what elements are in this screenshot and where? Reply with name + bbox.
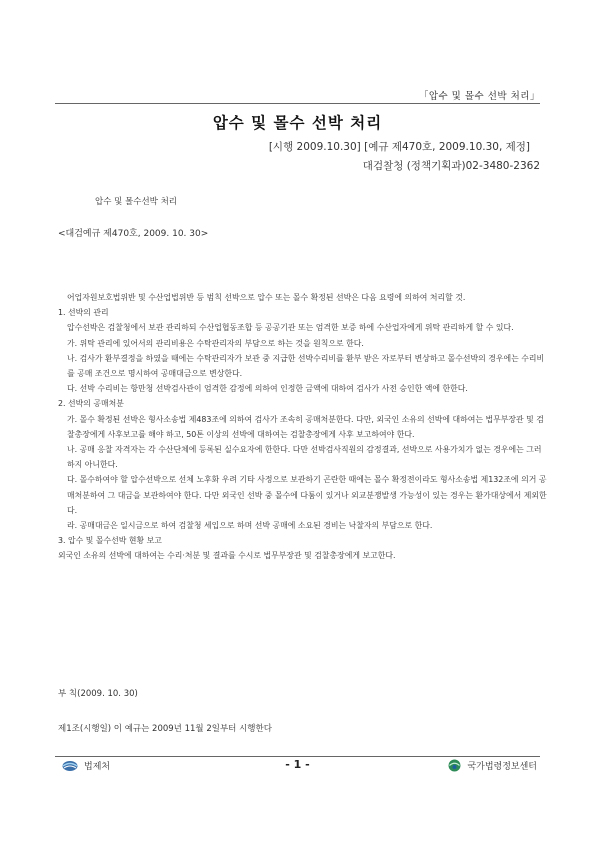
section-2-item-da: 다. 몰수하여야 할 압수선박으로 선체 노후화 우려 기타 사정으로 보관하기 곤란한 때에는 몰수 확정전이라도 형사소송법 제132조에 의거 공매처분하여 그 대금을 보관하여야 한다. 다만 외국인 선박 중 몰수에 다툼이 있거나 외교분쟁발생 가능성이 있는 경우는 환가대상에서 제외한다.	[67, 475, 547, 515]
law-info-center-logo-icon	[448, 759, 461, 772]
section-2-heading: 2. 선박의 공매처분	[58, 399, 124, 409]
section-3-heading: 3. 압수 및 몰수선박 현황 보고	[58, 536, 162, 546]
header-title-tag: 「압수 및 몰수 선박 처리」	[418, 91, 540, 102]
document-body	[58, 290, 548, 564]
footer-right-label: 국가법령정보센터	[467, 762, 537, 772]
section-2-item-ga: 가. 몰수 확정된 선박은 형사소송법 제483조에 의하여 검사가 조속히 공매처분한다. 다만, 외국인 소유의 선박에 대하여는 법무부장관 및 검찰총장에게 사후보고를 해야 하고, 50톤 이상의 선박에 대하여는 검찰총장에게 사후 보고하여야 한다.	[67, 414, 544, 439]
section-3-paragraph: 외국인 소유의 선박에 대하여는 수리·처분 및 결과를 수시로 법무부장관 및 검찰총장에게 보고한다.	[58, 551, 396, 561]
page-number: - 1 -	[285, 758, 310, 771]
section-1-heading: 1. 선박의 관리	[58, 308, 109, 318]
document-title: 압수 및 몰수 선박 처리	[212, 114, 383, 132]
section-1-paragraph: 압수선박은 검찰청에서 보관 관리하되 수산업협동조합 등 공공기관 또는 엄격한 보증 하에 수산업자에게 위탁 관리하게 할 수 있다.	[67, 323, 514, 333]
addendum-article: 제1조(시행일) 이 예규는 2009년 11월 2일부터 시행한다	[58, 724, 272, 734]
addendum-title: 부 칙(2009. 10. 30)	[58, 689, 138, 699]
subject-line: 압수 및 몰수선박 처리	[95, 197, 178, 207]
section-2-item-na: 나. 공매 응찰 자격자는 각 수산단체에 등록된 실수요자에 한한다. 다만 선박검사직원의 감정결과, 선박으로 사용가치가 없는 경우에는 그러하지 아니한다.	[67, 445, 542, 470]
section-1-item-ga: 가. 위탁 관리에 있어서의 관리비용은 수탁관리자의 부담으로 하는 것을 원칙으로 한다.	[67, 338, 364, 348]
section-1-item-da: 다. 선박 수리비는 항만청 선박검사관이 엄격한 감정에 의하여 인정한 금액에 대하여 검사가 사전 승인한 액에 한한다.	[67, 384, 468, 394]
section-1-item-na: 나. 검사가 환부결정을 하였을 때에는 수탁관리자가 보관 중 지급한 선박수리비를 환부 받은 자로부터 변상하고 몰수선박의 경우에는 수리비를 공매 조건으로 명시하여 공매대금으로 변상한다.	[67, 353, 545, 379]
footer-rule	[55, 756, 540, 757]
enactment-info: [시행 2009.10.30] [예규 제470호, 2009.10.30, 제정]	[268, 141, 530, 153]
intro-paragraph: 어업자원보호법위반 및 수산업법위반 등 범칙 선박으로 압수 또는 몰수 확정된 선박은 다음 요령에 의하여 처리할 것.	[67, 293, 466, 302]
responsible-office: 대검찰청 (정책기획과)02-3480-2362	[362, 160, 540, 172]
header-rule	[55, 103, 540, 104]
footer-right	[448, 759, 537, 772]
footer-left-label: 법제처	[84, 762, 111, 772]
rule-reference: <대검예규 제470호, 2009. 10. 30>	[58, 229, 209, 239]
section-2-item-ra: 라. 공매대금은 일시금으로 하여 검찰청 세입으로 하며 선박 공매에 소요된 경비는 낙찰자의 부담으로 한다.	[67, 521, 433, 531]
